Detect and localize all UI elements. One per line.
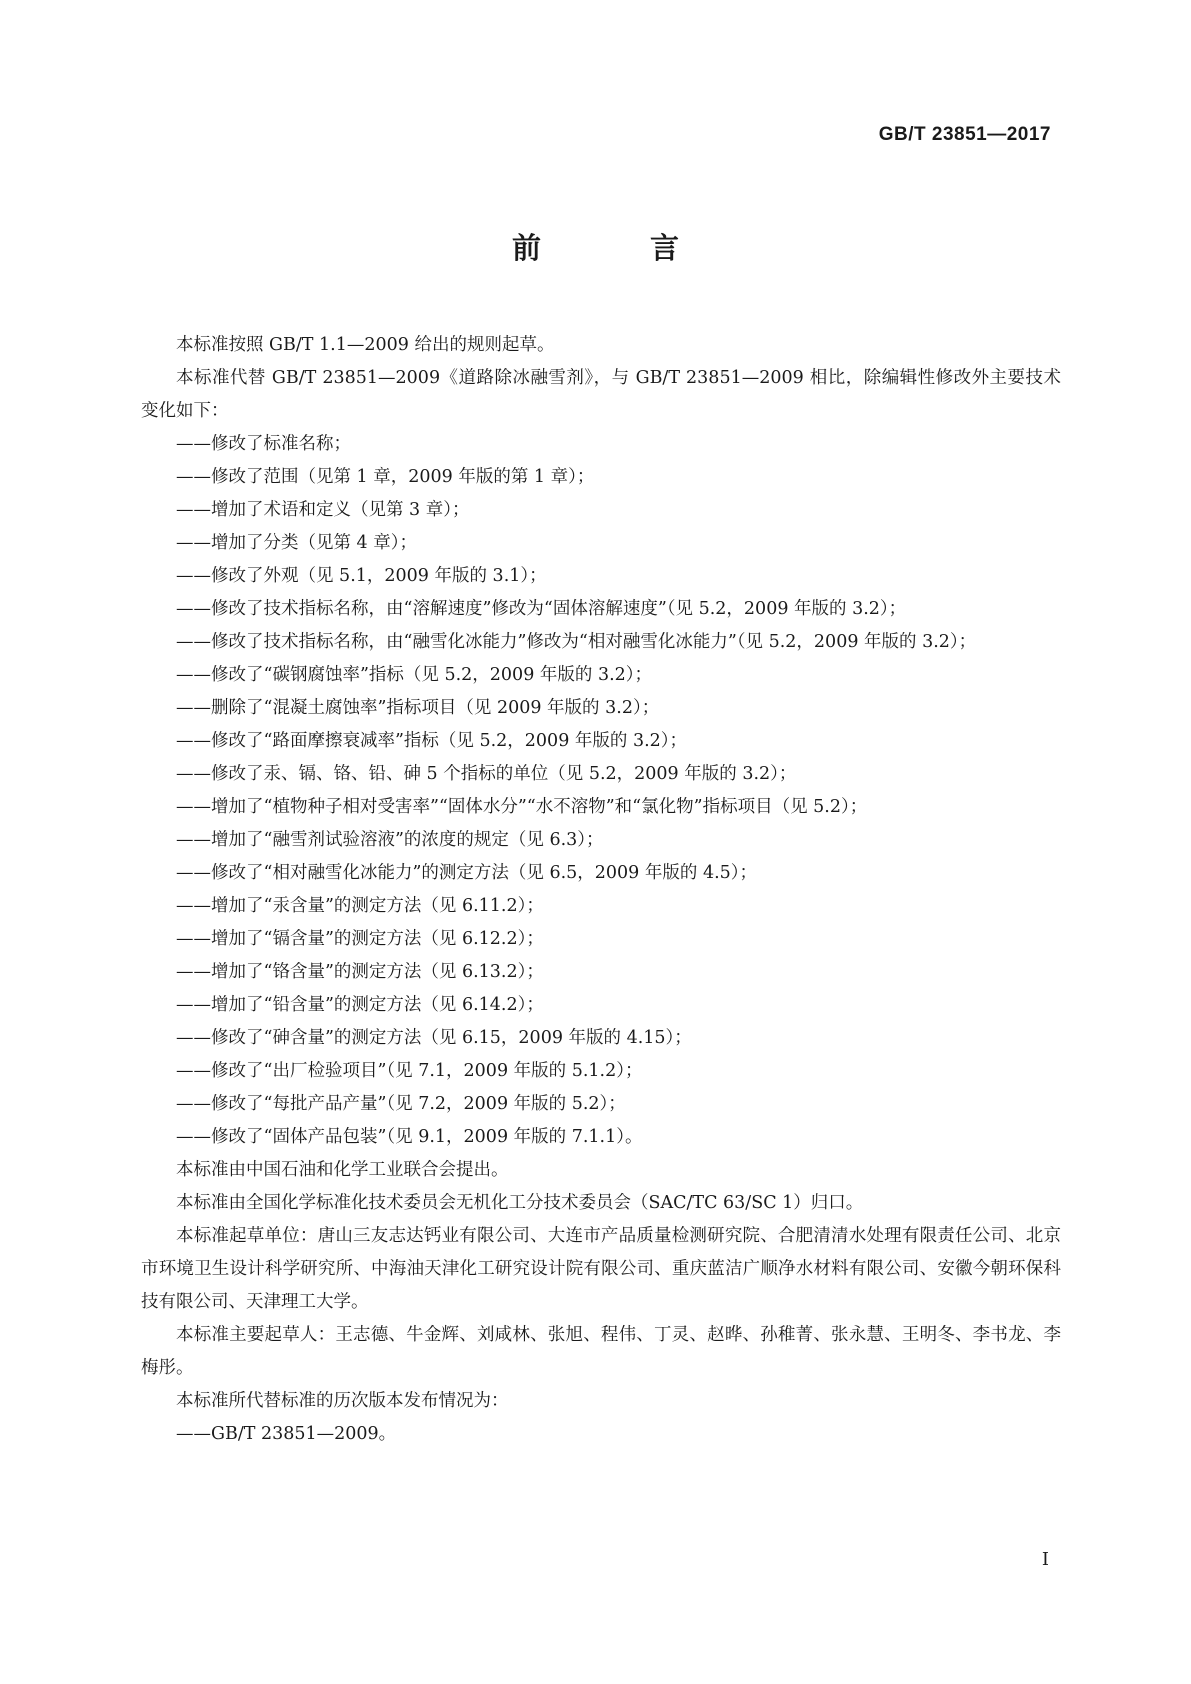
list-item: ——增加了“植物种子相对受害率”“固体水分”“水不溶物”和“氯化物”指标项目（见 5.2）；: [176, 797, 868, 817]
paragraph-history-intro: 本标准所代替标准的历次版本发布情况为：: [176, 1391, 509, 1411]
list-item: ——修改了“碳钢腐蚀率”指标（见 5.2，2009 年版的 3.2）；: [176, 665, 653, 685]
list-item: ——修改了“路面摩擦衰减率”指标（见 5.2，2009 年版的 3.2）；: [176, 731, 688, 751]
list-item: ——修改了汞、镉、铬、铅、砷 5 个指标的单位（见 5.2，2009 年版的 3.2）；: [176, 764, 797, 784]
list-item: ——增加了“铅含量”的测定方法（见 6.14.2）；: [176, 995, 544, 1015]
paragraph-drafting-rules: 本标准按照 GB/T 1.1—2009 给出的规则起草。: [176, 335, 555, 355]
paragraph-proposer: 本标准由中国石油和化学工业联合会提出。: [176, 1160, 509, 1180]
paragraph-drafting-units: 本标准起草单位：唐山三友志达钙业有限公司、大连市产品质量检测研究院、合肥清清水处理有限责任公司、北京市环境卫生设计科学研究所、中海油天津化工研究设计院有限公司、重庆蓝洁广顺净水材料有限公司、安徽今朝环保科技有限公司、天津理工大学。: [141, 1226, 1061, 1312]
document-body: [141, 329, 1061, 1451]
page-number: I: [1041, 1549, 1049, 1570]
list-item: ——修改了技术指标名称，由“溶解速度”修改为“固体溶解速度”（见 5.2，2009 年版的 3.2）；: [176, 599, 907, 619]
list-item: ——增加了术语和定义（见第 3 章）；: [176, 500, 470, 520]
list-item: ——修改了技术指标名称，由“融雪化冰能力”修改为“相对融雪化冰能力”（见 5.2，2009 年版的 3.2）；: [176, 632, 977, 652]
list-item: ——修改了外观（见 5.1，2009 年版的 3.1）；: [176, 566, 547, 586]
paragraph-drafters: 本标准主要起草人：王志德、牛金辉、刘咸林、张旭、程伟、丁灵、赵晔、孙稚菁、张永慧、王明冬、李书龙、李梅彤。: [141, 1325, 1061, 1378]
standard-code: GB/T 23851—2017: [878, 124, 1051, 145]
list-item: ——修改了“出厂检验项目”（见 7.1，2009 年版的 5.1.2）；: [176, 1061, 643, 1081]
history-item: ——GB/T 23851—2009。: [176, 1424, 397, 1444]
list-item: ——增加了“铬含量”的测定方法（见 6.13.2）；: [176, 962, 544, 982]
list-item: ——修改了“固体产品包装”（见 9.1，2009 年版的 7.1.1）。: [176, 1127, 643, 1147]
list-item: ——修改了“每批产品产量”（见 7.2，2009 年版的 5.2）；: [176, 1094, 626, 1114]
list-item: ——增加了分类（见第 4 章）；: [176, 533, 418, 553]
list-item: ——修改了“砷含量”的测定方法（见 6.15，2009 年版的 4.15）；: [176, 1028, 692, 1048]
page-title: 前 言: [511, 231, 719, 265]
list-item: ——增加了“融雪剂试验溶液”的浓度的规定（见 6.3）；: [176, 830, 604, 850]
list-item: ——增加了“镉含量”的测定方法（见 6.12.2）；: [176, 929, 544, 949]
change-list: [141, 428, 1061, 1154]
list-item: ——修改了“相对融雪化冰能力”的测定方法（见 6.5，2009 年版的 4.5）；: [176, 863, 758, 883]
list-item: ——修改了标准名称；: [176, 434, 351, 454]
paragraph-replacement: 本标准代替 GB/T 23851—2009《道路除冰融雪剂》，与 GB/T 23851—2009 相比，除编辑性修改外主要技术变化如下：: [141, 368, 1061, 421]
list-item: ——删除了“混凝土腐蚀率”指标项目（见 2009 年版的 3.2）；: [176, 698, 660, 718]
list-item: ——修改了范围（见第 1 章，2009 年版的第 1 章）；: [176, 467, 595, 487]
paragraph-administrator: 本标准由全国化学标准化技术委员会无机化工分技术委员会（SAC/TC 63/SC 1）归口。: [176, 1193, 864, 1213]
list-item: ——增加了“汞含量”的测定方法（见 6.11.2）；: [176, 896, 544, 916]
